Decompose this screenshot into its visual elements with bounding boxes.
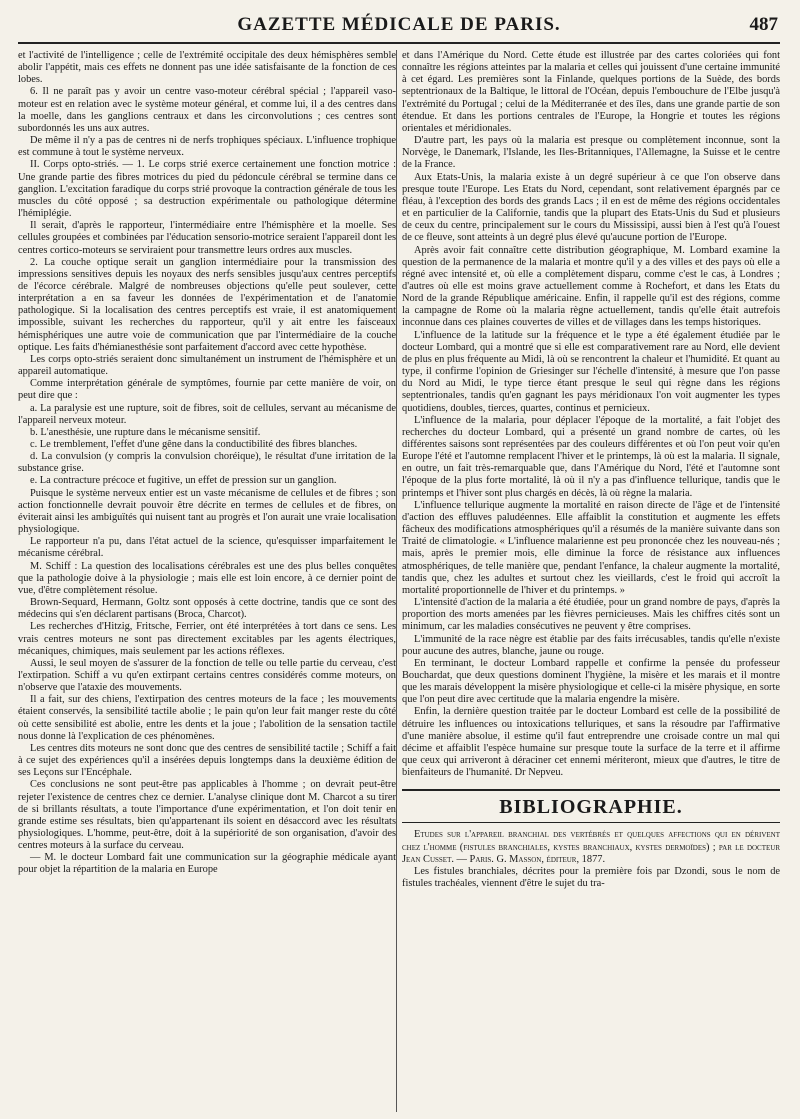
journal-title: GAZETTE MÉDICALE DE PARIS. xyxy=(237,14,561,35)
page-number: 487 xyxy=(749,14,778,35)
paragraph: D'autre part, les pays où la malaria est presque ou complètement inconnue, sont la Norvège, le Danemark, l'Islande, les Iles-Britanniques, l'Allemagne, la Suisse et le centre de la France. xyxy=(402,135,780,171)
paragraph: et dans l'Amérique du Nord. Cette étude est illustrée par des cartes coloriées qui font connaître les régions atteintes par la malaria et celles qui jouissent d'une certaine immunité à cet égard. Les premières sont la Finlande, quelques portions de la Suède, des bords septentrionaux de la Baltique, le littoral de l'Océan, depuis l'embouchure de l'Elbe jusqu'à l'extrémité du Portugal ; celui de la Méditerranée et des îles, dans une grande partie de son étendue. Et dans les portions centrales de l'Europe, la Hongrie et toutes les régions orientales et méridionales. xyxy=(402,50,780,134)
paragraph: b. L'anesthésie, une rupture dans le mécanisme sensitif. xyxy=(30,426,261,438)
paragraph: a. La paralysie est une rupture, soit de fibres, soit de cellules, servant au mécanisme de l'appareil nerveux moteur. xyxy=(18,402,396,426)
bibliography-heading: BIBLIOGRAPHIE. xyxy=(499,796,683,819)
column-divider xyxy=(396,50,397,1112)
paragraph: Comme interprétation générale de symptômes, fournie par cette manière de voir, on peut dire que : xyxy=(18,378,396,402)
bibliography-entry: Etudes sur l'appareil branchial des vertébrés et quelques affections qui en dérivent chez l'homme (fistules branchiales, kystes branchiaux, kystes dermoïdes) ; par le docteur Jean Cusset. — Paris. G. Masson, éditeur, 1877. xyxy=(402,829,780,865)
paragraph: L'influence tellurique augmente la mortalité en raison directe de l'âge et de l'intensité d'action des effluves paludéennes. Elle affaiblit la constitution et augmente les effets fâcheux des modifications atmosphériques qu'il a résumés de la manière suivante dans son Traité de climatologie. « L'influence malarienne est peu prononcée chez les nouveau-nés ; mais, après le premier mois, elle diminue la force de résistance aux influences atmosphériques, de telle manière que, pendant l'enfance, la chaleur augmente la mortalité, tandis que, chez les adultes et surtout chez les vieillards, c'est le froid qui accroît la mortalité proportionnelle de l'hiver et du printemps. » xyxy=(402,499,780,596)
paragraph: En terminant, le docteur Lombard rappelle et confirme la pensée du professeur Bouchardat, que deux questions dominent l'hygiène, la misère et les marais et il montre que les marais développent la misère physiologique et celle-ci la misère physique, en sorte que l'on peut dire avec certitude que la malaria engendre la misère. xyxy=(402,657,780,706)
paragraph: Les recherches d'Hitzig, Fritsche, Ferrier, ont été interprétées à tort dans ce sens. Les vrais centres moteurs ne sont pas directement excitables par les agents électriques, mécaniques, chimiques, mais seulement par les actions réflexes. xyxy=(18,621,396,657)
paragraph: Aussi, le seul moyen de s'assurer de la fonction de telle ou telle partie du cerveau, c'est l'extirpation. Schiff a vu qu'en extirpant certains centres considérés comme moteurs, on n'observe que l'ataxie des mouvements. xyxy=(18,657,396,694)
paragraph: 6. Il ne paraît pas y avoir un centre vaso-moteur cérébral spécial ; l'appareil vaso-moteur est en relation avec le système moteur général, et comme lui, il a des centres dans la moelle, dans les ganglions centraux et dans les circonvolutions ; ces centres sont subordonnés les uns aux autres. xyxy=(18,86,396,134)
paragraph: et l'activité de l'intelligence ; celle de l'extrémité occipitale des deux hémisphères semble abolir l'appétit, mais ces effets ne donnent pas une idée satisfaisante de la fonction de ces lobes. xyxy=(18,50,396,86)
paragraph: Les fistules branchiales, décrites pour la première fois par Dzondi, sous le nom de fistules trachéales, viennent d'être le sujet du tra- xyxy=(402,865,780,889)
paragraph: Ces conclusions ne sont peut-être pas applicables à l'homme ; on devrait peut-être rejeter l'existence de centres chez ce dernier. L'analyse clinique dont M. Charcot a su tirer de si brillants résultats, a toute l'importance d'une expérimentation, et l'on doit tenir en grande estime ses résultats, bien qu'appartenant ils soient en désaccord avec les résultats physiologiques. L'homme, peut-être, doit à la supériorité de son organisation, d'avoir des centres moteurs à la surface du cerveau. xyxy=(18,779,396,852)
paragraph: c. Le tremblement, l'effet d'une gêne dans la conductibilité des fibres blanches. xyxy=(30,439,358,450)
paragraph: Puisque le système nerveux entier est un vaste mécanisme de cellules et de fibres ; son action fonctionnelle devrait pouvoir être décrite en termes de cellules et de fibres, on éviterait ainsi les ambiguïtés qui nuisent tant au progrès et l'on aurait une vraie localisation physiologique. xyxy=(18,487,396,536)
paragraph: Le rapporteur n'a pu, dans l'état actuel de la science, qu'esquisser imparfaitement le mécanisme cérébral. xyxy=(18,536,396,560)
paragraph: Brown-Sequard, Hermann, Goltz sont opposés à cette doctrine, tandis que ce sont des médecins qui s'en déclarent partisans (Broca, Charcot). xyxy=(18,597,396,621)
paragraph: L'intensité d'action de la malaria a été étudiée, pour un grand nombre de pays, d'après la proportion des morts amenées par les fièvres pernicieuses. Mais les chiffres cités sont un minimum, car les maladies consécutives ne peuvent y être comprises. xyxy=(402,597,780,633)
paragraph: L'immunité de la race nègre est établie par des faits irrécusables, tandis qu'elle n'existe pour aucune des autres, blanche, jaune ou rouge. xyxy=(402,633,780,657)
page-header xyxy=(18,6,780,44)
paragraph: II. Corps opto-striés. — 1. Le corps strié exerce certainement une fonction motrice : Une grande partie des fibres motrices du pied du pédoncule cérébral se termine dans ce ganglion. L'excitation faradique du corps strié provoque la contraction générale de tous les muscles du côté opposé ; sa destruction expérimentale ou pathologique détermine l'hémiplégie. xyxy=(18,159,396,220)
paragraph: Aux Etats-Unis, la malaria existe à un degré supérieur à ce que l'on observe dans presque toute l'Europe. Les Etats du Nord, cependant, sont relativement épargnés par ce fléau, à l'exception des bords des grands Lacs ; il en est de même des régions occidentales et en particulier de la Californie, tandis que la plupart des Etats-Unis du Sud et plusieurs de ceux du centre, principalement sur le cours du Mississipi, aussi bien à l'est qu'à l'ouest de ce fleuve, sont atteints à un degré plus élevé qu'aucune portion de l'Europe. xyxy=(402,171,780,244)
paragraph: e. La contracture précoce et fugitive, un effet de pression sur un ganglion. xyxy=(30,475,337,487)
paragraph: Les corps opto-striés seraient donc simultanément un instrument de l'hémisphère et un appareil automatique. xyxy=(18,353,396,378)
paragraph: Les centres dits moteurs ne sont donc que des centres de sensibilité tactile ; Schiff a fait à ce sujet des expériences qu'il a insérées depuis longtemps dans la deuxième édition de ses Leçons sur l'Encéphale. xyxy=(18,742,396,779)
right-column xyxy=(402,50,780,1112)
paragraph: Enfin, la dernière question traitée par le docteur Lombard est celle de la possibilité de détruire les influences ou intoxications telluriques, et sans la résoudre par l'affirmative d'une manière absolue, il estime qu'il faut entreprendre une croisade contre un mal qui décime et affaiblit l'espèce humaine sur presque toute la surface de la terre et il affirme que ceux qui arriveront à déraciner cet ennemi mériteront, mieux que d'autres, le titre de bienfaiteurs de l'humanité. Dr Nepveu. xyxy=(402,706,780,779)
paragraph: De même il n'y a pas de centres ni de nerfs trophiques spéciaux. L'influence trophique est commune à tout le système nerveux. xyxy=(18,135,396,159)
paragraph: d. La convulsion (y compris la convulsion choréique), le résultat d'une irritation de la substance grise. xyxy=(18,451,396,475)
paragraph: — M. le docteur Lombard fait une communication sur la géographie médicale ayant pour objet la répartition de la malaria en Europe xyxy=(18,852,396,876)
paragraph: 2. La couche optique serait un ganglion intermédiaire pour la transmission des impressions sensitives depuis les noyaux des nerfs sensibles jusqu'aux centres perceptifs de l'écorce cérébrale. Malgré de nombreuses objections qu'elle peut soulever, cette interprétation a en sa faveur les données de l'expérimentation et de l'anatomie pathologique. Si la localisation des centres perceptifs est vraie, il est anatomiquement impossible, suivant les recherches du rapporteur, qu'il y ait entre les faisceaux hémisphériques une autre voie de communication que par l'intermédiaire de la couche optique. Les faits d'hémianesthésie sont parfaitement d'accord avec cette hypothèse. xyxy=(18,256,396,353)
paragraph: Après avoir fait connaître cette distribution géographique, M. Lombard examine la question de la permanence de la malaria et montre qu'il y a des villes et des pays où elle a régné avec intensité et, où elle a complètement disparu, comme c'est le cas, à Londres ; d'autres où elle est moins grave actuellement comme à Rochefort, et dans les Etats du Nord de la grande République américaine. Enfin, il rappelle qu'il est des régions, comme la campagne de Rome où la malaria règne actuellement, tandis qu'elle était autrefois inconnue dans ces plaines couvertes de villes et de villages dans les temps historiques. xyxy=(402,244,780,329)
paragraph: Il serait, d'après le rapporteur, l'intermédiaire entre l'hémisphère et la moelle. Ses cellules groupées et combinées par l'éducation sensorio-motrice seraient l'appareil dont les centres cortico-moteurs se serviraient pour transmettre leurs ordres aux muscles. xyxy=(18,220,396,256)
paragraph: M. Schiff : La question des localisations cérébrales est une des plus belles conquêtes que la pathologie doive à la physiologie ; mais elle est loin encore, à ce dernier point de vue, d'être complètement résolue. xyxy=(18,560,396,596)
paragraph: L'influence de la latitude sur la fréquence et le type a été également étudiée par le docteur Lombard, qui a montré que si elle est comparativement rare au Nord, elle devient de plus en plus fréquente au Midi, là où se rencontrent la chaleur et l'humidité. Et quant au type, il confirme l'opinion de Griesinger sur l'échelle d'intensité, à mesure que l'on passe du Nord au Midi, le type tierce étant presque le seul qui règne dans les régions septentrionales, tandis qu'en gagnant les pays méridionaux l'on voit augmenter les types quotidiens, doubles, tierces, quartes, continus et pernicieux. xyxy=(402,329,780,414)
paragraph: Il a fait, sur des chiens, l'extirpation des centres moteurs de la face ; les mouvements étaient conservés, la sensibilité tactile abolie ; le pain qu'on leur fait manger reste du côté où cette sensibilité est abolie, entre les dents et la joue ; l'abolition de la sensation tactile nous donne là l'explication de ces phénomènes. xyxy=(18,694,396,742)
left-column xyxy=(18,50,396,1112)
paragraph: L'influence de la malaria, pour déplacer l'époque de la mortalité, a fait l'objet des recherches du docteur Lombard, qui a présenté un grand nombre de cartes, où les différentes saisons sont représentées par des couleurs différentes et où l'on peut voir qu'en Europe l'été et l'automne remplacent l'hiver et le printemps, là où est la malaria. Il signale, en outre, un fait très-remarquable que, dans l'Amérique du Nord, l'été et l'automne sont l'époque de la plus forte mortalité, là où il n'y a pas d'influence tellurique, tandis que le printemps et l'hiver sont plus chargés en décès, là où règne la malaria. xyxy=(402,414,780,499)
bibliography-heading-box xyxy=(402,789,780,823)
